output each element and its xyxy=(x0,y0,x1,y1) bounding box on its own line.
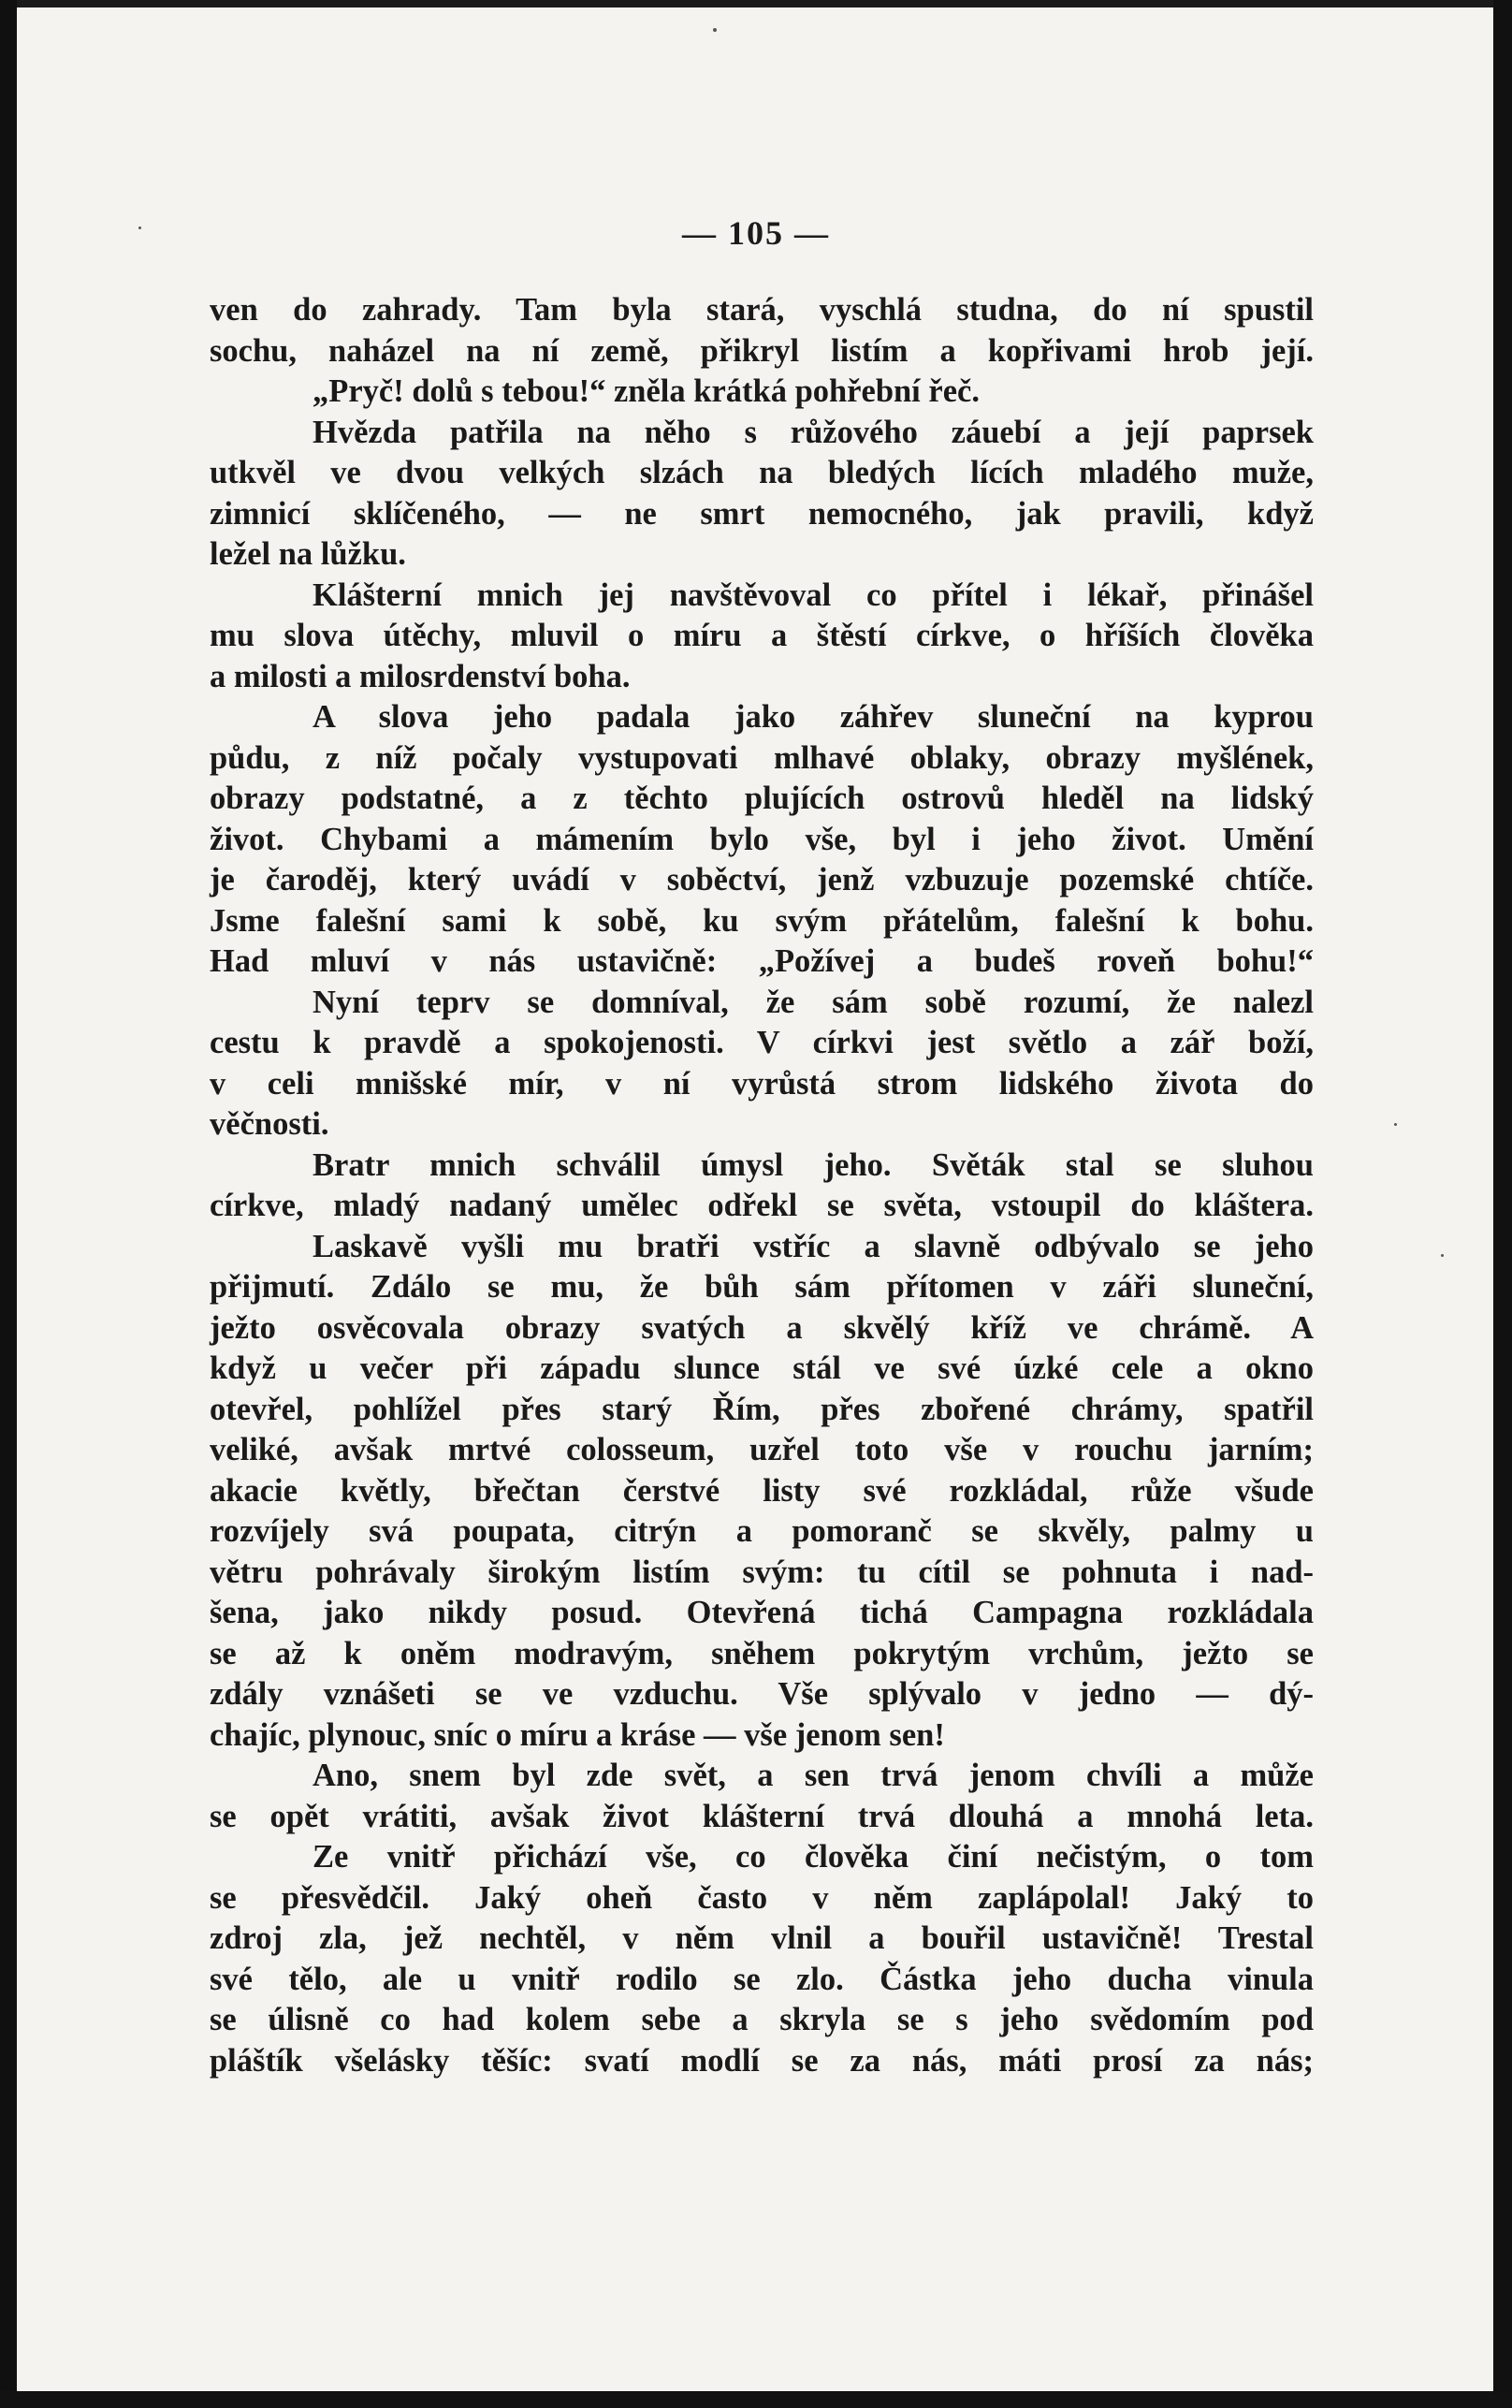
text-line: otevřel, pohlížel přes starý Řím, přes zbořené chrámy, spatřil xyxy=(210,1391,1314,1427)
text-line: se úlisně co had kolem sebe a skryla se s jeho svědomím pod xyxy=(210,2002,1314,2037)
text-line: Laskavě vyšli mu bratři vstříc a slavně odbývalo se jeho xyxy=(313,1228,1314,1264)
scan-border-top xyxy=(0,0,1512,7)
text-line: Hvězda patřila na něho s růžového záuebí a její paprsek xyxy=(313,414,1314,450)
text-line: „Pryč! dolů s tebou!“ zněla krátká pohřební řeč. xyxy=(313,373,980,409)
text-line: A slova jeho padala jako záhřev sluneční na kyprou xyxy=(313,699,1314,735)
scan-border-left xyxy=(0,0,17,2408)
text-line: zdály vznášeti se ve vzduchu. Vše splývalo v jedno — dý- xyxy=(210,1676,1314,1712)
text-line: se přesvědčil. Jaký oheň často v něm zaplápolal! Jaký to xyxy=(210,1879,1314,1916)
text-line: Nyní teprv se domníval, že sám sobě rozumí, že nalezl xyxy=(313,984,1314,1020)
text-line: církve, mladý nadaný umělec odřekl se světa, vstoupil do kláštera. xyxy=(210,1188,1314,1223)
text-line: Ze vnitř přichází vše, co člověka činí nečistým, o tom xyxy=(313,1839,1314,1875)
text-line: přijmutí. Zdálo se mu, že bůh sám přítomen v záři sluneční, xyxy=(210,1269,1314,1305)
text-line: sochu, naházel na ní země, přikryl listím a kopřivami hrob její. xyxy=(210,332,1314,369)
scan-speck xyxy=(1441,1254,1444,1257)
text-line: cestu k pravdě a spokojenosti. V církvi jest světlo a zář boží, xyxy=(210,1025,1314,1060)
text-line: ven do zahrady. Tam byla stará, vyschlá studna, do ní spustil xyxy=(210,292,1314,328)
text-line: je čaroděj, který uvádí v soběctví, jenž vzbuzuje pozemské chtíče. xyxy=(210,862,1314,898)
text-line: ležel na lůžku. xyxy=(210,536,406,572)
scan-speck xyxy=(713,28,717,32)
text-line: akacie květly, břečtan čerstvé listy své rozkládal, růže všude xyxy=(210,1472,1314,1509)
text-line: pláštík všelásky těšíc: svatí modlí se za nás, máti prosí za nás; xyxy=(210,2042,1314,2079)
body-text xyxy=(210,290,1314,2081)
text-line: Had mluví v nás ustavičně: „Požívej a budeš roveň bohu!“ xyxy=(210,943,1314,979)
text-line: a milosti a milosrdenství boha. xyxy=(210,658,631,694)
text-line: Ano, snem byl zde svět, a sen trvá jenom chvíli a může xyxy=(313,1758,1314,1793)
text-line: veliké, avšak mrtvé colosseum, uzřel toto vše v rouchu jarním; xyxy=(210,1432,1314,1467)
text-line: chajíc, plynouc, sníc o míru a kráse — vše jenom sen! xyxy=(210,1716,945,1753)
scan-speck xyxy=(1394,1123,1397,1126)
text-line: své tělo, ale u vnitř rodilo se zlo. Částka jeho ducha vinula xyxy=(210,1961,1314,1997)
text-line: větru pohrávaly širokým listím svým: tu cítil se pohnuta i nad- xyxy=(210,1554,1314,1590)
page-number: — 105 — xyxy=(682,214,830,252)
scan-border-bottom xyxy=(0,2391,1512,2408)
text-line: šena, jako nikdy posud. Otevřená tichá Campagna rozkládala xyxy=(210,1595,1314,1630)
text-line: zimnicí sklíčeného, — ne smrt nemocného, jak pravili, když xyxy=(210,495,1314,532)
text-line: zdroj zla, jež nechtěl, v něm vlnil a bouřil ustavičně! Trestal xyxy=(210,1920,1314,1956)
text-line: obrazy podstatné, a z těchto plujících ostrovů hleděl na lidský xyxy=(210,781,1314,816)
text-line: v celi mnišské mír, v ní vyrůstá strom lidského života do xyxy=(210,1065,1314,1102)
text-line: když u večer při západu slunce stál ve své úzké cele a okno xyxy=(210,1350,1314,1386)
text-line: věčnosti. xyxy=(210,1106,329,1142)
scan-border-right xyxy=(1493,0,1512,2408)
text-line: se opět vrátiti, avšak život klášterní trvá dlouhá a mnohá leta. xyxy=(210,1798,1314,1834)
text-line: mu slova útěchy, mluvil o míru a štěstí církve, o hříších člověka xyxy=(210,618,1314,653)
text-line: se až k oněm modravým, sněhem pokrytým vrchům, ježto se xyxy=(210,1635,1314,1671)
text-line: Klášterní mnich jej navštěvoval co přítel i lékař, přinášel xyxy=(313,576,1314,613)
text-line: Jsme falešní sami k sobě, ku svým přátelům, falešní k bohu. xyxy=(210,902,1314,939)
text-line: rozvíjely svá poupata, citrýn a pomoranč se skvěly, palmy u xyxy=(210,1513,1314,1549)
text-line: život. Chybami a mámením bylo vše, byl i jeho život. Umění xyxy=(210,821,1314,857)
text-line: utkvěl ve dvou velkých slzách na bledých lících mladého muže, xyxy=(210,455,1314,490)
text-line: Bratr mnich schválil úmysl jeho. Světák stal se sluhou xyxy=(313,1146,1314,1183)
text-line: půdu, z níž počaly vystupovati mlhavé oblaky, obrazy myšlének, xyxy=(210,739,1314,776)
text-line: ježto osvěcovala obrazy svatých a skvělý kříž ve chrámě. A xyxy=(210,1309,1314,1346)
